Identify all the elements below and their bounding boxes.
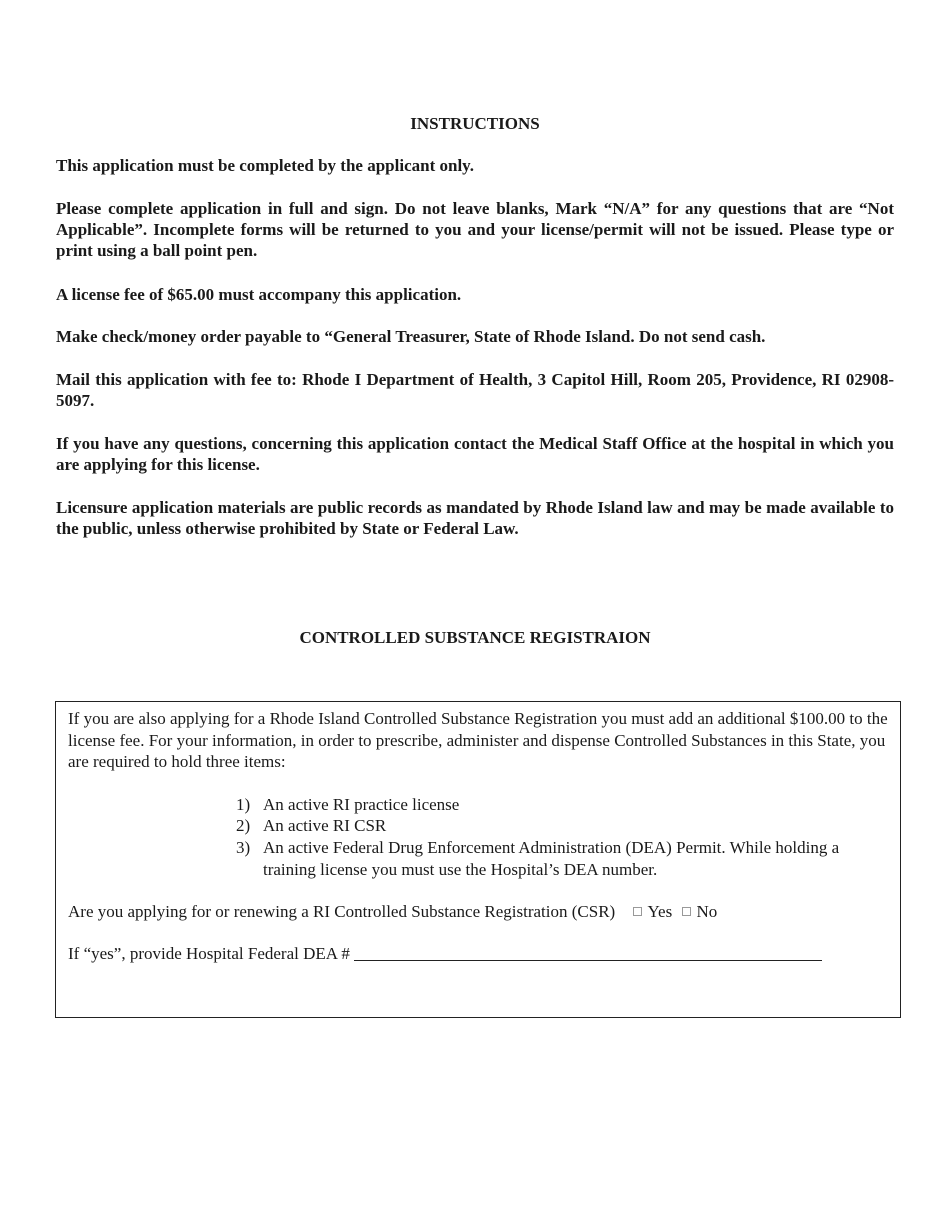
instruction-paragraph-license-fee: A license fee of $65.00 must accompany this application. [56, 285, 462, 304]
dea-number-field[interactable] [354, 945, 822, 961]
instruction-paragraph-mailing-address: Mail this application with fee to: Rhode I Department of Health, 3 Capitol Hill, Room 205, Providence, RI 02908-5097. [56, 370, 894, 410]
list-item-number: 1) [236, 795, 251, 814]
instruction-paragraph-public-records: Licensure application materials are public records as mandated by Rhode Island law and may be made available to the public, unless otherwise prohibited by State or Federal Law. [56, 498, 894, 538]
yes-label: Yes [647, 902, 673, 921]
list-item-text: An active RI practice license [263, 795, 460, 814]
dea-number-label: If “yes”, provide Hospital Federal DEA # [68, 944, 350, 963]
csr-question-row [68, 901, 723, 923]
instructions-heading: INSTRUCTIONS [410, 114, 540, 133]
yes-checkbox[interactable] [633, 907, 642, 916]
list-item-number: 3) [236, 838, 251, 857]
csr-question-text: Are you applying for or renewing a RI Controlled Substance Registration (CSR) [68, 902, 616, 921]
no-label: No [696, 902, 718, 921]
csr-answer-options [633, 901, 723, 923]
instruction-paragraph-applicant-only: This application must be completed by the applicant only. [56, 156, 474, 175]
instruction-paragraph-payable-to: Make check/money order payable to “General Treasurer, State of Rhode Island. Do not send cash. [56, 327, 766, 346]
list-item-text: An active Federal Drug Enforcement Administration (DEA) Permit. While holding a training license you must use the Hospital’s DEA number. [263, 838, 840, 879]
list-item-text: An active RI CSR [263, 816, 387, 835]
no-checkbox[interactable] [682, 907, 691, 916]
dea-number-row [68, 943, 822, 965]
instruction-paragraph-questions-contact: If you have any questions, concerning this application contact the Medical Staff Office at the hospital in which you are applying for this license. [56, 434, 894, 474]
instruction-paragraph-complete-in-full: Please complete application in full and sign. Do not leave blanks, Mark “N/A” for any questions that are “Not Applicable”. Incomplete forms will be returned to you and your license/permit will not be issued. Please type or print using a ball point pen. [56, 199, 894, 260]
csr-heading: CONTROLLED SUBSTANCE REGISTRAION [299, 628, 651, 647]
csr-intro-text: If you are also applying for a Rhode Island Controlled Substance Registration you must add an additional $100.00 to the license fee. For your information, in order to prescribe, administer and dispense Controlled Substances in this State, you are required to hold three items: [68, 709, 888, 771]
list-item-number: 2) [236, 816, 251, 835]
